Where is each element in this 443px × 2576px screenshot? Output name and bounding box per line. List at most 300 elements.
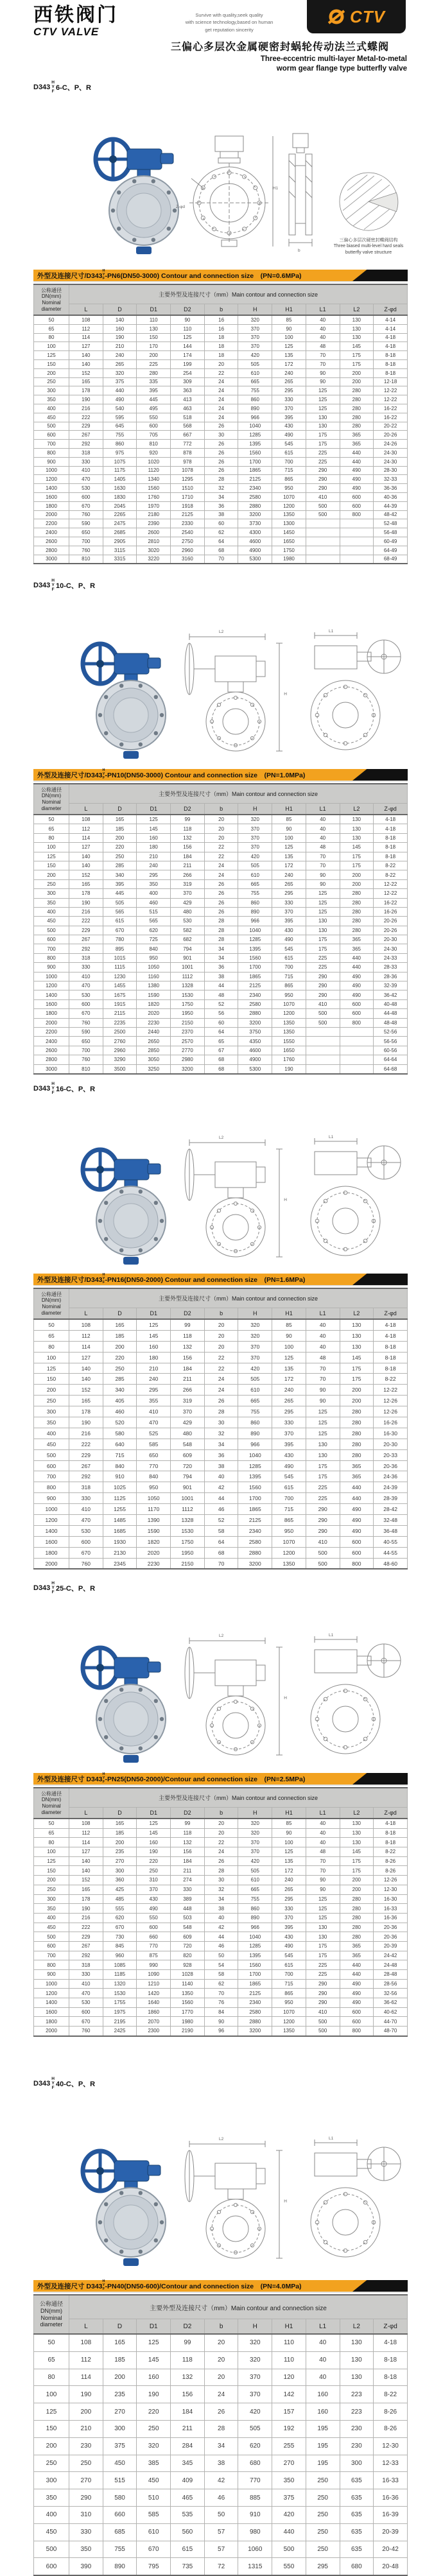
dimension-cell: 42 [204, 1923, 238, 1932]
dimension-cell: 4-18 [374, 1319, 408, 1330]
dimension-cell [340, 1027, 374, 1036]
column-header: H [238, 1808, 272, 1819]
dimension-cell: 319 [171, 1396, 205, 1406]
dimension-cell: 284 [171, 2437, 205, 2455]
dimension-cell: 865 [272, 475, 306, 484]
dimension-cell: 8-18 [374, 833, 408, 842]
dimension-cell: 2400 [34, 528, 69, 537]
dimension-cell: 490 [340, 466, 374, 475]
dimension-cell: 515 [103, 2472, 137, 2489]
dimension-cell: 1800 [34, 501, 69, 510]
dimension-cell: 665 [238, 1885, 272, 1894]
dimension-cell: 1650 [272, 1046, 306, 1055]
dimension-cell: 1395 [238, 944, 272, 953]
dimension-cell: 30 [204, 1876, 238, 1885]
dimension-cell: 265 [272, 1885, 306, 1894]
dimension-cell: 490 [340, 972, 374, 981]
dimension-cell: 1400 [34, 1525, 69, 1536]
dimension-cell: 755 [103, 431, 137, 440]
dimension-cell: 295 [137, 1385, 171, 1396]
table-row [34, 333, 408, 342]
dimension-cell: 125 [137, 2334, 171, 2351]
dimension-cell: 4-18 [374, 815, 408, 824]
dimension-cell [306, 519, 340, 528]
dimension-cell: 229 [69, 1449, 103, 1460]
dimension-cell: 980 [238, 2523, 272, 2541]
dimension-cell: 365 [340, 944, 374, 953]
dimension-cell [340, 546, 374, 555]
dimension-cell: 400 [34, 1913, 69, 1923]
dimension-cell: 910 [103, 1471, 137, 1482]
dimension-cell: 130 [340, 1828, 374, 1838]
dimension-cell: 90 [306, 1876, 340, 1885]
dimension-cell: 20-42 [374, 2541, 408, 2558]
side-view-drawing [177, 2139, 286, 2267]
dimension-cell: 175 [340, 359, 374, 368]
dimension-cell: 175 [306, 1941, 340, 1951]
dimension-cell: 200 [340, 879, 374, 888]
dimension-cell: 200 [103, 833, 137, 842]
dimension-cell: 3200 [238, 2027, 272, 2036]
dimension-cell: 875 [137, 1951, 171, 1960]
dimension-cell: 860 [238, 898, 272, 907]
dimension-cell: 1060 [238, 2541, 272, 2558]
table-row [34, 1885, 408, 1894]
table-row [34, 466, 408, 475]
dimension-cell: 267 [69, 1460, 103, 1471]
side-view-drawing [177, 1636, 286, 1764]
dimension-cell: 112 [69, 824, 103, 833]
dimension-cell: 60-56 [374, 1046, 408, 1055]
dimension-cell: 20-26 [374, 431, 408, 440]
dimension-cell: 2180 [137, 510, 171, 519]
main-size-span-header: 主要外型及连接尺寸（mm）Main contour and connection size [69, 784, 408, 804]
dimension-cell: 1760 [137, 492, 171, 501]
dimension-cell: 130 [340, 1341, 374, 1352]
dimension-cell: 1285 [238, 935, 272, 944]
dimension-cell: 165 [69, 1885, 103, 1894]
dimension-cell: 130 [340, 815, 374, 824]
dimension-cell: 2880 [238, 2017, 272, 2027]
dimension-cell: 429 [171, 898, 205, 907]
dimension-cell: 2685 [103, 528, 137, 537]
dimension-cell: 280 [340, 917, 374, 926]
dimension-cell: 2150 [171, 1018, 205, 1027]
dimension-cell: 8-18 [374, 2351, 408, 2369]
table-row [34, 1828, 408, 1838]
dimension-cell: 350 [34, 1904, 69, 1914]
dimension-cell: 1700 [238, 457, 272, 466]
dimension-cell: 50 [34, 1319, 69, 1330]
dimension-cell: 600 [69, 1536, 103, 1547]
dimension-cell: 2125 [171, 510, 205, 519]
dimension-cell: 450 [103, 2455, 137, 2472]
dimension-cell: 615 [272, 1960, 306, 1970]
dimension-cell: 274 [171, 1876, 205, 1885]
dimension-cell: 290 [306, 981, 340, 990]
dimension-cell: 350 [34, 898, 69, 907]
dimension-cell: 220 [137, 1856, 171, 1866]
dimension-cell: 26 [204, 422, 238, 431]
dimension-cell: 505 [238, 1866, 272, 1876]
dimension-cell: 28-56 [374, 1979, 408, 1989]
column-header: D1 [137, 2319, 171, 2335]
dimension-cell: 320 [137, 2437, 171, 2455]
dimension-cell: 132 [171, 1341, 205, 1352]
dimension-cell: 114 [69, 1341, 103, 1352]
dimension-cell: 16-39 [374, 2506, 408, 2523]
dimension-cell: 36 [204, 963, 238, 972]
dimension-cell: 490 [103, 395, 137, 404]
dimension-cell: 772 [171, 440, 205, 449]
dimension-cell: 20-26 [374, 917, 408, 926]
table-row [34, 528, 408, 537]
dimension-cell: 216 [69, 404, 103, 413]
table-row [34, 2420, 408, 2437]
dimension-cell: 160 [137, 2369, 171, 2386]
dimension-cell: 150 [34, 861, 69, 870]
dimension-cell: 410 [69, 1504, 103, 1515]
dimension-cell: 450 [34, 917, 69, 926]
dimension-cell: 330 [69, 2523, 103, 2541]
dimension-cell: 250 [34, 879, 69, 888]
column-header: H [238, 804, 272, 815]
dimension-cell: 1160 [137, 972, 171, 981]
dimension-cell: 490 [340, 990, 374, 999]
table-row [34, 935, 408, 944]
dimension-cell: 370 [238, 824, 272, 833]
dimension-cell: 160 [137, 1341, 171, 1352]
dimension-cell: 370 [238, 833, 272, 842]
dimension-cell: 18 [204, 342, 238, 351]
dimension-cell: 1550 [272, 1037, 306, 1046]
dimension-cell: 250 [34, 377, 69, 386]
dimension-cell: 130 [306, 413, 340, 422]
dimension-cell: 112 [69, 1330, 103, 1341]
ctv-logo-swoosh-icon [327, 8, 345, 26]
page-title-english: Three-eccentric multi-layer Metal-to-metal worm gear flange type butterfly valve [260, 55, 407, 73]
dimension-cell: 1510 [171, 484, 205, 493]
dimension-cell: 22 [204, 1363, 238, 1374]
dimension-cell: 132 [171, 833, 205, 842]
dimension-cell: 4-18 [374, 1819, 408, 1828]
dimension-cell: 267 [69, 935, 103, 944]
dimension-cell: 1630 [103, 484, 137, 493]
dimension-cell [306, 1037, 340, 1046]
dimension-cell [306, 1027, 340, 1036]
dimension-cell: 184 [171, 852, 205, 861]
dimension-cell: 1350 [272, 2027, 306, 2036]
dimension-cell: 2195 [103, 2017, 137, 2027]
dimension-cell: 125 [272, 1847, 306, 1857]
dimension-cell: 1115 [103, 963, 137, 972]
dimension-cell: 350 [34, 395, 69, 404]
dimension-cell: 450 [34, 413, 69, 422]
dimension-cell: 20 [204, 833, 238, 842]
dimension-cell: 16-33 [374, 1904, 408, 1914]
dimension-cell: 20-39 [374, 2523, 408, 2541]
dimension-cell: 195 [306, 2455, 340, 2472]
dimension-cell: 178 [69, 1894, 103, 1904]
dimension-cell: 85 [272, 315, 306, 324]
table-row [34, 1913, 408, 1923]
dimension-cell: 52-48 [374, 519, 408, 528]
model-suffix: 10-C、P、R [56, 582, 96, 591]
dimension-cell: 1001 [171, 1493, 205, 1504]
dimension-cell: 1750 [171, 999, 205, 1008]
column-header: b [204, 1808, 238, 1819]
dimension-cell: 340 [103, 1385, 137, 1396]
dimension-cell [306, 537, 340, 546]
table-row [34, 2506, 408, 2523]
table-row [34, 1471, 408, 1482]
dimension-cell: 966 [238, 917, 272, 926]
dimension-cell: 210 [137, 852, 171, 861]
dimension-cell: 500 [306, 2027, 340, 2036]
dimension-cell: 490 [272, 431, 306, 440]
dimension-cell: 48 [306, 342, 340, 351]
column-header: D2 [171, 2319, 205, 2335]
dimension-cell: 1450 [272, 528, 306, 537]
column-header: L [69, 2319, 103, 2335]
dimension-cell: 285 [103, 861, 137, 870]
dimension-cell: 910 [238, 2506, 272, 2523]
dimension-cell: 755 [238, 889, 272, 898]
dimension-cell: 26 [204, 907, 238, 916]
dimension-cell: 48-48 [374, 1018, 408, 1027]
dimension-cell: 125 [34, 2403, 69, 2421]
dimension-cell: 705 [137, 431, 171, 440]
dimension-cell [306, 1064, 340, 1074]
dimension-cell: 200 [340, 368, 374, 377]
dimension-cell: 810 [137, 440, 171, 449]
dimension-cell: 1210 [137, 1979, 171, 1989]
dimension-cell: 340 [103, 870, 137, 879]
table-row [34, 501, 408, 510]
table-row [34, 2334, 408, 2351]
dimension-cell: 130 [340, 2369, 374, 2386]
column-header: L2 [340, 804, 374, 815]
dimension-cell: 68 [204, 546, 238, 555]
dimension-cell: 52 [204, 999, 238, 1008]
dimension-cell: 1560 [238, 448, 272, 457]
dimension-cell: 250 [137, 1866, 171, 1876]
dimension-cell: 966 [238, 1923, 272, 1932]
dimension-cell: 1750 [272, 546, 306, 555]
model-prefix: D343 [33, 2080, 51, 2088]
dimension-cell: 140 [69, 1363, 103, 1374]
table-row [34, 555, 408, 564]
dimension-cell: 222 [69, 1439, 103, 1449]
table-row [34, 448, 408, 457]
dimension-cell: 190 [69, 395, 103, 404]
dimension-cell: 670 [137, 2541, 171, 2558]
dimension-cell: 127 [69, 843, 103, 852]
dimension-cell: 178 [69, 1406, 103, 1417]
dimension-cell: 64 [204, 1027, 238, 1036]
dimension-cell: 295 [272, 1894, 306, 1904]
dimension-cell: 36 [204, 1449, 238, 1460]
dimension-cell: 865 [272, 1989, 306, 1998]
dimension-cell: 280 [340, 1428, 374, 1439]
dimension-cell: 12-30 [374, 2437, 408, 2455]
dimension-cell: 52 [204, 1515, 238, 1526]
dimension-cell: 585 [137, 1439, 171, 1449]
dimension-cell: 145 [340, 1847, 374, 1857]
dimension-cell: 70 [306, 351, 340, 360]
dimension-cell: 490 [340, 1998, 374, 2008]
dimension-cell: 2300 [137, 2027, 171, 2036]
dimension-cell: 715 [272, 1979, 306, 1989]
dimension-cell: 1350 [272, 1018, 306, 1027]
dimension-cell: 1800 [34, 1009, 69, 1018]
dimension-cell: 330 [69, 457, 103, 466]
dimension-cell: 20 [204, 824, 238, 833]
dimension-cell: 430 [137, 1894, 171, 1904]
dimension-cell: 28-30 [374, 466, 408, 475]
dimension-cell: 2500 [103, 1027, 137, 1036]
dimension-table-pn10 [33, 783, 408, 1075]
dimension-cell: 24 [204, 1847, 238, 1857]
dimension-cell: 1400 [34, 484, 69, 493]
dimension-cell: 18 [204, 351, 238, 360]
dimension-cell: 2880 [238, 501, 272, 510]
model-variant-stack: H Y F [51, 2077, 55, 2090]
dimension-cell: 650 [69, 1037, 103, 1046]
dimension-cell: 24 [204, 404, 238, 413]
dimension-cell: 420 [238, 852, 272, 861]
dimension-cell: 3200 [238, 1558, 272, 1569]
dimension-cell: 600 [34, 2558, 69, 2575]
table-row [34, 1037, 408, 1046]
dimension-cell: 270 [103, 1856, 137, 1866]
dimension-cell: 609 [171, 1449, 205, 1460]
dimension-cell: 370 [238, 1341, 272, 1352]
dimension-cell: 1830 [103, 492, 137, 501]
table-row [34, 457, 408, 466]
dimension-cell: 370 [238, 1352, 272, 1363]
dimension-cell: 70 [306, 359, 340, 368]
dim-label-b: b [298, 248, 300, 253]
dimension-cell: 1040 [238, 422, 272, 431]
table-row [34, 1504, 408, 1515]
dimension-cell: 130 [340, 824, 374, 833]
model-suffix: 25-C、P、R [56, 1585, 96, 1593]
table-row [34, 926, 408, 935]
dimension-cell: 1395 [238, 1471, 272, 1482]
dimension-cell: 735 [171, 2558, 205, 2575]
product-drawings-pn40 [77, 2096, 404, 2267]
table-row [34, 1558, 408, 1569]
dimension-cell: 48-60 [374, 1558, 408, 1569]
dimension-cell: 1200 [34, 1989, 69, 1998]
dimension-cell: 1455 [103, 981, 137, 990]
dimension-cell: 2905 [103, 537, 137, 546]
table-row [34, 1460, 408, 1471]
table-row [34, 963, 408, 972]
dimension-cell: 760 [69, 1055, 103, 1064]
dimension-cell: 4-18 [374, 2334, 408, 2351]
dimension-cell: 40-62 [374, 2007, 408, 2017]
dimension-cell: 125 [306, 404, 340, 413]
dimension-cell: 292 [69, 1471, 103, 1482]
dimension-cell: 1560 [238, 953, 272, 962]
dimension-cell: 125 [34, 852, 69, 861]
dimension-cell: 715 [272, 466, 306, 475]
dimension-cell: 375 [103, 2437, 137, 2455]
dimension-cell: 68-49 [374, 555, 408, 564]
dimension-cell: 28-42 [374, 1504, 408, 1515]
dimension-cell: 200 [34, 368, 69, 377]
dimension-cell: 505 [238, 861, 272, 870]
column-header: b [204, 1308, 238, 1320]
dimension-cell: 425 [103, 1885, 137, 1894]
dimension-cell: 180 [137, 843, 171, 852]
table-row [34, 519, 408, 528]
dimension-cell: 54 [204, 1960, 238, 1970]
dimension-cell: 700 [34, 944, 69, 953]
dimension-cell: 490 [272, 1460, 306, 1471]
dimension-cell: 1000 [34, 1979, 69, 1989]
dimension-cell: 211 [171, 1374, 205, 1385]
table-row [34, 1406, 408, 1417]
dimension-cell: 2200 [34, 519, 69, 528]
column-header: L1 [306, 1808, 340, 1819]
column-header: D2 [171, 304, 205, 316]
dim-label-l1: L1 [329, 629, 334, 634]
dimension-cell: 2850 [137, 1046, 171, 1055]
dn-column-header: 公称通径 DN(mm) Nominal diameter [34, 1288, 69, 1319]
dimension-cell: 24-48 [374, 1960, 408, 1970]
dimension-cell: 165 [103, 1819, 137, 1828]
dimension-cell: 68 [204, 1055, 238, 1064]
dimension-cell: 620 [238, 2437, 272, 2455]
dimension-cell: 20-22 [374, 422, 408, 431]
dimension-cell: 90 [171, 315, 205, 324]
dimension-cell: 290 [306, 972, 340, 981]
dimension-cell: 160 [306, 2386, 340, 2403]
dimension-cell: 700 [272, 1970, 306, 1980]
dimension-cell: 350 [34, 1417, 69, 1428]
dimension-cell: 90 [306, 870, 340, 879]
dimension-cell: 70 [204, 1989, 238, 1998]
table-row [34, 351, 408, 360]
dimension-cell: 680 [340, 2558, 374, 2575]
table-title-text: 外型及连接尺寸 D343 H Y F -PN25(DN50-2000)/Contour and connection size (PN=2.5MPa) [37, 1772, 306, 1784]
dimension-cell: 715 [272, 1504, 306, 1515]
dimension-cell: 400 [34, 2506, 69, 2523]
dimension-cell: 585 [137, 2506, 171, 2523]
dimension-cell: 2580 [238, 999, 272, 1008]
dimension-cell: 50 [34, 1819, 69, 1828]
dimension-cell: 175 [340, 861, 374, 870]
dimension-cell: 3115 [103, 546, 137, 555]
dimension-cell: 2340 [238, 990, 272, 999]
dimension-cell: 216 [69, 907, 103, 916]
dimension-cell: 1950 [171, 1547, 205, 1558]
dimension-cell: 68 [204, 1064, 238, 1074]
dimension-cell: 24-30 [374, 457, 408, 466]
dimension-table-pn25 [33, 1787, 408, 2037]
dimension-cell: 490 [340, 484, 374, 493]
dimension-cell: 72 [204, 2558, 238, 2575]
dimension-cell: 62 [204, 1979, 238, 1989]
dimension-cell: 1770 [171, 2007, 205, 2017]
dim-label-l2: L2 [219, 630, 224, 634]
dimension-cell: 223 [340, 2386, 374, 2403]
table-row [34, 324, 408, 333]
dimension-cell: 580 [103, 2489, 137, 2507]
